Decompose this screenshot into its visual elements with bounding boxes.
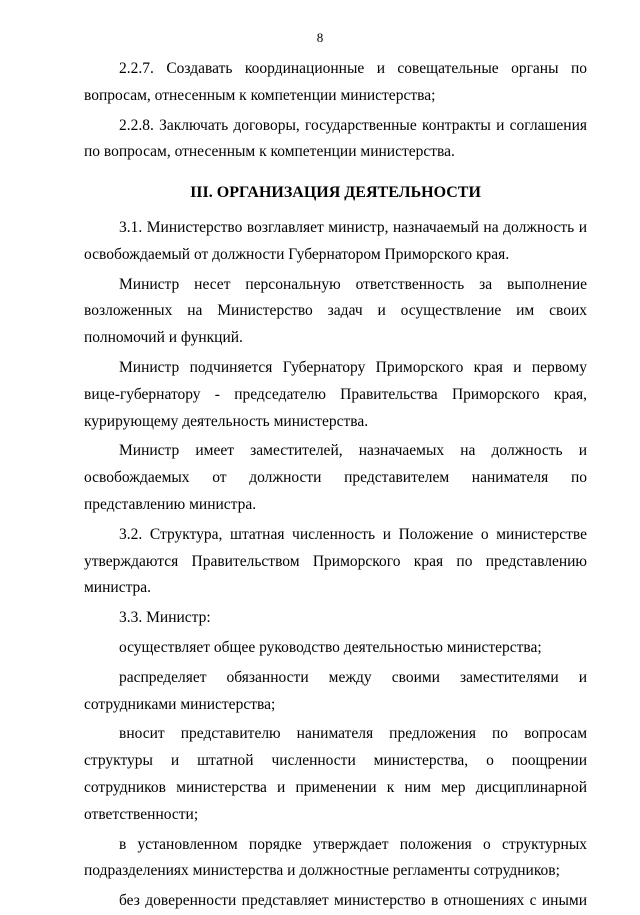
paragraph-3-2: 3.2. Структура, штатная численность и Положение о министерстве утверждаются Правительством Приморского края по представлению министра. [84, 525, 587, 597]
section-heading: III. ОРГАНИЗАЦИЯ ДЕЯТЕЛЬНОСТИ [190, 184, 481, 202]
paragraph-2-2-7: 2.2.7. Создавать координационные и совещательные органы по вопросам, отнесенным к компетенции министерства; [84, 60, 587, 104]
list-item-approves-regulations: в установленном порядке утверждает положения о структурных подразделениях министерства и должностные регламенты сотрудников; [84, 835, 587, 880]
list-item-general-management: осуществляет общее руководство деятельностью министерства; [119, 638, 542, 656]
list-item-submits-proposals: вносит представителю нанимателя предложения по вопросам структуры и штатной численности министерства, о поощрении сотрудников министерства и применении к ним мер дисциплинарной ответственности; [84, 725, 587, 823]
paragraph-minister-responsibility: Министр несет персональную ответственность за выполнение возложенных на Министерство задач и осуществление им своих полномочий и функций. [84, 275, 587, 347]
paragraph-3-1: 3.1. Министерство возглавляет министр, назначаемый на должность и освобождаемый от должности Губернатором Приморского края. [84, 218, 587, 263]
paragraph-2-2-8: 2.2.8. Заключать договоры, государственные контракты и соглашения по вопросам, отнесенным к компетенции министерства. [84, 116, 587, 161]
list-item-distributes-duties: распределяет обязанности между своими заместителями и сотрудниками министерства; [84, 668, 587, 713]
document-body [84, 56, 587, 915]
page-number: 8 [316, 30, 324, 45]
paragraph-minister-deputies: Министр имеет заместителей, назначаемых на должность и освобождаемых от должности представителем нанимателя по представлению министра. [84, 442, 587, 513]
paragraph-minister-subordination: Министр подчиняется Губернатору Приморского края и первому вице-губернатору - председателю Правительства Приморского края, курирующему деятельность министерства. [84, 358, 587, 430]
paragraph-3-3: 3.3. Министр: [119, 609, 211, 627]
list-item-represents-ministry: без доверенности представляет министерство в отношениях с иными [119, 892, 587, 910]
